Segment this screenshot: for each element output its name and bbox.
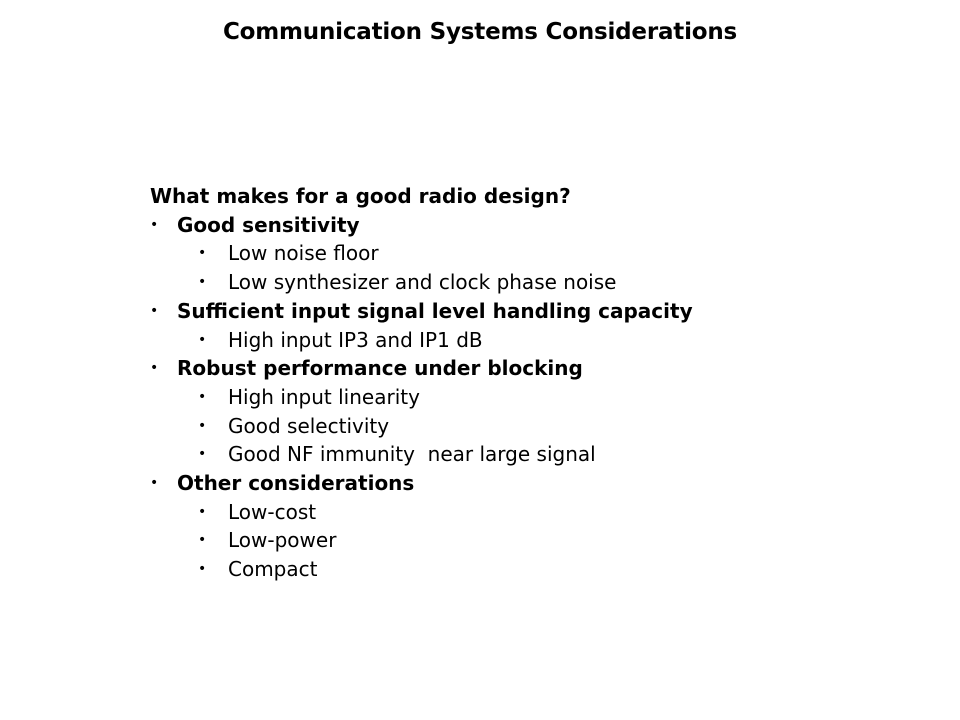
section-item: [150, 211, 930, 297]
sub-bullet-text: Low noise floor: [228, 241, 379, 266]
sub-bullet-list: [150, 239, 930, 296]
sub-bullet-text: Good selectivity: [228, 413, 390, 438]
bullet-list: [150, 211, 930, 584]
sub-bullet-item: [150, 498, 930, 527]
sub-bullet-text: Compact: [228, 557, 318, 582]
sub-bullet-text: High input linearity: [228, 384, 420, 409]
sub-bullet-text: Good NF immunity near large signal: [228, 442, 596, 467]
sub-bullet-text: High input IP3 and IP1 dB: [228, 327, 483, 352]
slide-title: Communication Systems Considerations: [222, 19, 738, 45]
sub-bullet-item: [150, 412, 930, 441]
sub-bullet-item: [150, 383, 930, 412]
sub-bullet-list: [150, 498, 930, 584]
sub-bullet-text: Low synthesizer and clock phase noise: [228, 270, 617, 295]
section-item: [150, 469, 930, 584]
sub-bullet-item: [150, 526, 930, 555]
section-heading: Good sensitivity: [177, 212, 360, 237]
bullet-icon: •: [198, 388, 207, 405]
bullet-icon: •: [198, 503, 207, 520]
sub-bullet-item: [150, 440, 930, 469]
bullet-icon: •: [198, 331, 207, 348]
bullet-icon: •: [198, 532, 207, 549]
section-heading-row: [150, 354, 930, 383]
section-heading: Sufficient input signal level handling capacity: [177, 298, 693, 323]
section-heading: Robust performance under blocking: [177, 356, 583, 381]
sub-bullet-item: [150, 555, 930, 584]
bullet-icon: •: [150, 302, 159, 319]
bullet-icon: •: [198, 274, 207, 291]
sub-bullet-text: Low-cost: [228, 499, 317, 524]
section-item: [150, 297, 930, 354]
sub-bullet-item: [150, 326, 930, 355]
slide-content: [150, 182, 930, 584]
section-item: [150, 354, 930, 469]
section-heading-row: [150, 297, 930, 326]
bullet-icon: •: [150, 216, 159, 233]
bullet-icon: •: [150, 360, 159, 377]
bullet-icon: •: [198, 417, 207, 434]
bullet-icon: •: [198, 561, 207, 578]
question-heading: What makes for a good radio design?: [150, 184, 571, 208]
sub-bullet-item: [150, 268, 930, 297]
section-heading: Other considerations: [177, 471, 415, 496]
bullet-icon: •: [150, 475, 159, 492]
section-heading-row: [150, 211, 930, 240]
sub-bullet-text: Low-power: [228, 528, 337, 553]
sub-bullet-list: [150, 383, 930, 469]
bullet-icon: •: [198, 446, 207, 463]
section-heading-row: [150, 469, 930, 498]
sub-bullet-list: [150, 326, 930, 355]
bullet-icon: •: [198, 245, 207, 262]
sub-bullet-item: [150, 239, 930, 268]
